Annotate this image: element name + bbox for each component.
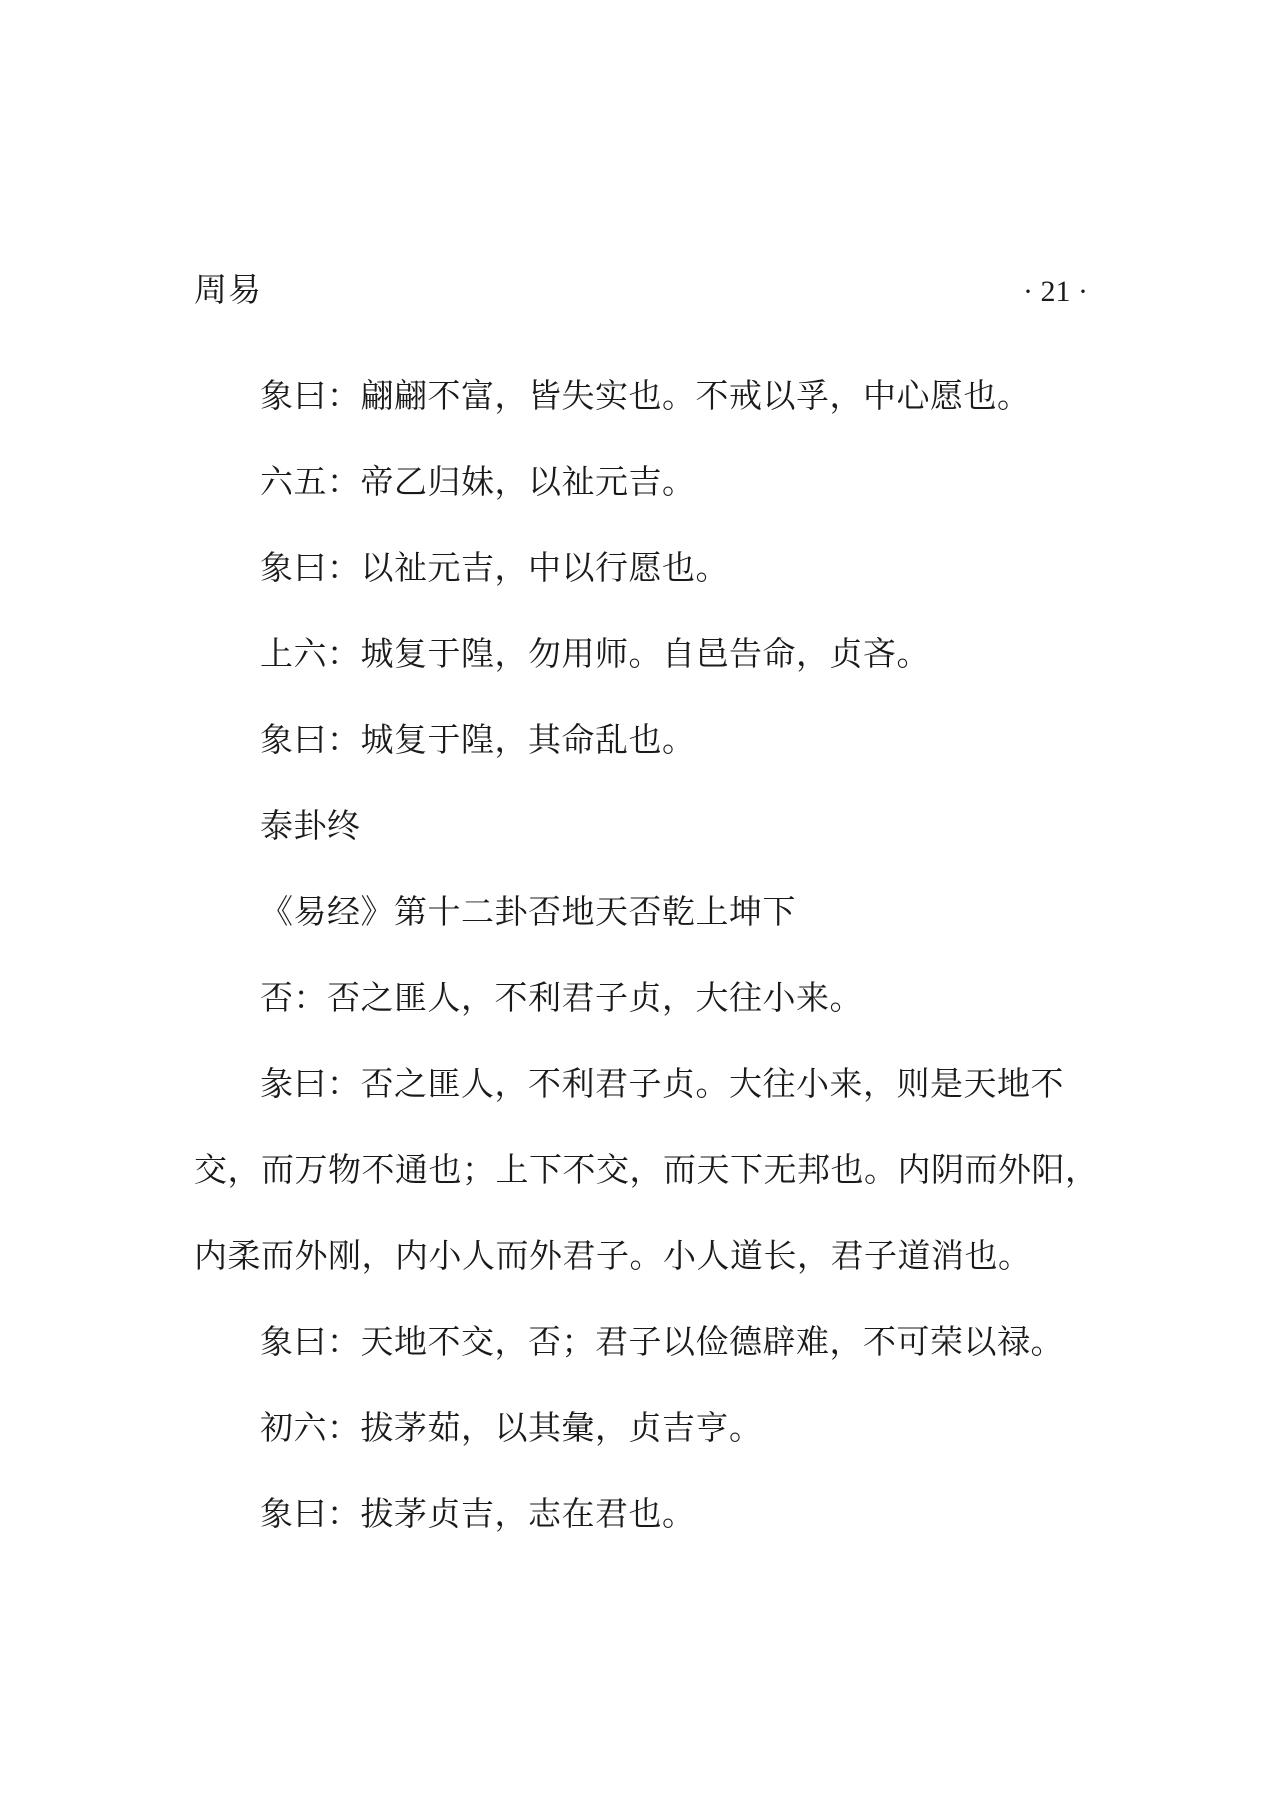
paragraph: 象曰：城复于隍，其命乱也。 <box>260 720 696 759</box>
paragraph: 象曰：以祉元吉，中以行愿也。 <box>260 548 729 587</box>
page-number: · 21 · <box>1023 275 1088 308</box>
body-text <box>194 353 1099 1557</box>
paragraph: 初六：拔茅茹，以其彙，贞吉亨。 <box>260 1408 763 1447</box>
running-title: 周易 <box>194 270 262 309</box>
paragraph: 否：否之匪人，不利君子贞，大往小来。 <box>260 978 863 1017</box>
paragraph: 象曰：拔茅贞吉，志在君也。 <box>260 1494 696 1533</box>
paragraph: 彖曰：否之匪人，不利君子贞。大往小来，则是天地不交，而万物不通也；上下不交，而天下无邦也。内阴而外阳，内柔而外刚，内小人而外君子。小人道长，君子道消也。 <box>194 1064 1099 1275</box>
paragraph: 象曰：天地不交，否；君子以俭德辟难，不可荣以禄。 <box>260 1322 1064 1361</box>
section-end-note: 泰卦终 <box>260 806 361 845</box>
section-heading: 《易经》第十二卦否地天否乾上坤下 <box>260 892 796 931</box>
paragraph: 象曰：翩翩不富，皆失实也。不戒以孚，中心愿也。 <box>260 376 1031 415</box>
paragraph: 六五：帝乙归妹，以祉元吉。 <box>260 462 696 501</box>
paragraph: 上六：城复于隍，勿用师。自邑告命，贞吝。 <box>260 634 930 673</box>
